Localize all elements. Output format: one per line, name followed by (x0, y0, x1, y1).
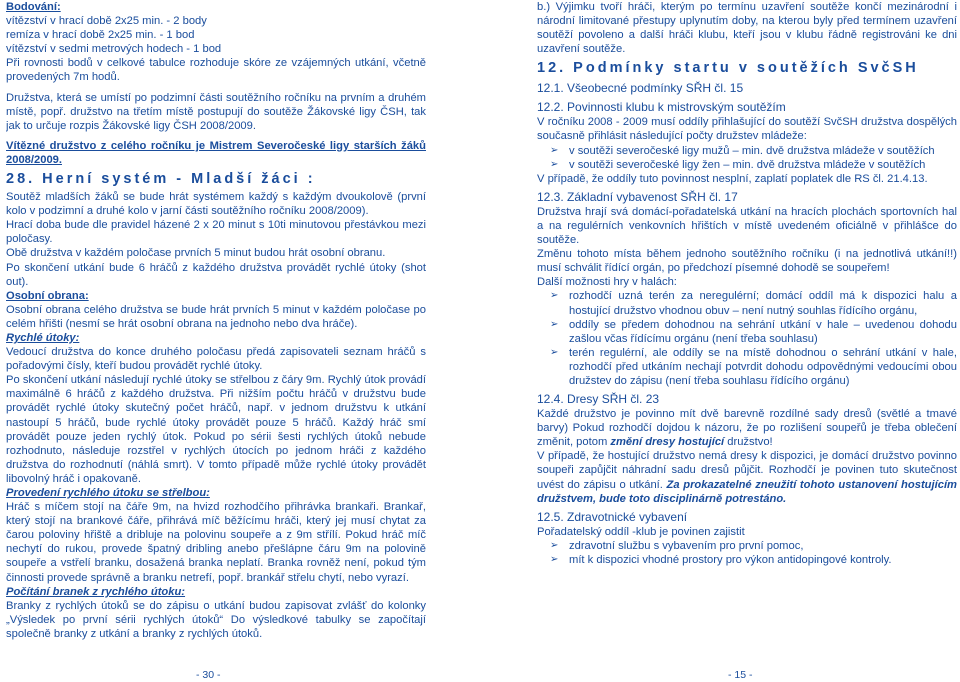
bodovani-heading: Bodování: (6, 1, 61, 13)
mistr-paragraph: Vítězné družstvo z celého ročníku je Mistrem Severočeské ligy starších žáků 2008/2009. (6, 139, 426, 166)
rychle-utoky-paragraph: Vedoucí družstva do konce druhého poločasu předá zapisovateli seznam hráčů s pořadovými čísly, kteří budou provádět rychlé útoky. (6, 346, 426, 373)
list-item: ➢ zdravotní službu s vybavením pro první pomoc, (550, 539, 804, 552)
list-item: ➢ rozhodčí uzná terén za neregulérní; domácí oddíl má k dispozici halu a hostující družstvo vhodnou obuv – není nutný souhlas řídícího orgánu, (550, 290, 957, 317)
bodovani-line: remíza v hrací době 2x25 min. - 1 bod (6, 29, 195, 42)
s12-2-paragraph: V ročníku 2008 - 2009 musí oddíly přihlašující do soutěží SvčSH družstva dospělých současně přihlásit následující počty družstev mládeže: (537, 116, 957, 143)
right-page-column (537, 0, 957, 666)
s12-3-paragraph: Družstva hrají svá domácí-pořadatelská utkání na hracích plochách sportovních hal a na regulérních venkovních hřištích v místě uvedeném oficiálně v přihlášce do soutěže. (537, 205, 957, 247)
hollow-arrow-bullet-icon: ➢ (550, 290, 559, 302)
section-12-title: 12. Podmínky startu v soutěžích SvčSH (537, 60, 919, 77)
hollow-arrow-bullet-icon: ➢ (550, 346, 559, 358)
sec28-paragraph: Po skončení utkání bude 6 hráčů z každého družstva provádět rychlé útoky (shot out). (6, 261, 426, 288)
osobni-obrana-heading: Osobní obrana: (6, 289, 89, 302)
s12-3-paragraph: Další možnosti hry v halách: (537, 276, 677, 289)
page-number-right: - 15 - (728, 669, 753, 681)
s12-2-after: V případě, že oddíly tuto povinnost nesplní, zaplatí poplatek dle RS čl. 21.4.13. (537, 172, 928, 185)
s12-4-paragraph: Každé družstvo je povinno mít dvě barevně rozdílné sady dresů (světlé a tmavé barvy) Pokud rozhodčí dojdou k názoru, že po rozlišení soupeřů je třeba oblečení změnit, potom změní dresy hostující družstvo! (537, 408, 957, 449)
rychle-utoky-paragraph: Po skončení utkání následují rychlé útoky se střelbou z čáry 9m. Rychlý útok provádí maximálně 6 hráčů z každého družstva. Při nižším počtu hráčů v družstvu bude provádět rychlé útoky skutečný počet hráčů, např. v jednom družstvu k utkání nastoupí 5 hráčů, bude rychlé útoky provádět pouze 5 hráčů. Každý hráč smí provádět pouze jeden rychlý útok. Pokud po sérii šesti rychlých útoků nebude rozhodnuto, následuje rozstřel v rychlých útocích po jednom hráči z každého družstva do rozhodnutí (náhlá smrt). V tomto případě může rychlé útoky provádět libovolný hráč i opakovaně. (6, 374, 426, 485)
hollow-arrow-bullet-icon: ➢ (550, 539, 559, 551)
s12-5-paragraph: Pořadatelský oddíl -klub je povinen zajistit (537, 525, 745, 538)
s12-4-paragraph: V případě, že hostující družstvo nemá dresy k dispozici, je domácí družstvo povinno soupeři zapůjčit náhradní sadu dresů půjčit. Rozhodčí je povinen tuto skutečnost uvést do zápisu o utkání. Za prokazatelné zneužití tohoto ustanovení hostujícím družstvem, bude toto disciplinárně potrestáno. (537, 450, 957, 505)
list-item: ➢ v soutěži severočeské ligy mužů – min. dvě družstva mládeže v soutěžích (550, 144, 935, 157)
sec28-paragraph: Soutěž mladších žáků se bude hrát systémem každý s každým dvoukolově (první kolo v podzimní a druhé kolo v jarní části soutěžního ročníku 2008/2009). (6, 191, 426, 218)
arrow-bullet-icon: ➢ (550, 158, 559, 170)
list-item: ➢ terén regulérní, ale oddíly se na místě dohodnou o sehrání utkání v hale, rozhodčí před utkáním nechají potvrdit dohodu odpovědnými vedoucími obou družstev do zápisu (není třeba souhlasu řídícího orgánu) (550, 346, 957, 387)
s12-2-bullet-list (537, 144, 957, 172)
subsection-12-3: 12.3. Základní vybavenost SŘH čl. 17 (537, 189, 738, 204)
arrow-bullet-icon: ➢ (550, 144, 559, 156)
hollow-arrow-bullet-icon: ➢ (550, 318, 559, 330)
subsection-12-2: 12.2. Povinnosti klubu k mistrovským soutěžím (537, 100, 786, 115)
osobni-obrana-paragraph: Osobní obrana celého družstva se bude hrát prvních 5 minut v každém poločase po celém hřišti (nesmí se hrát osobní obrana na jednoho nebo dva hráče). (6, 303, 426, 330)
section-28-title: 28. Herní systém - Mladší žáci : (6, 171, 316, 188)
subsection-12-1: 12.1. Všeobecné podmínky SŘH čl. 15 (537, 81, 744, 96)
hollow-arrow-bullet-icon: ➢ (550, 553, 559, 565)
subsection-12-4: 12.4. Dresy SŘH čl. 23 (537, 392, 660, 407)
s12-3-bullet-list (537, 289, 957, 388)
bodovani-line: Při rovnosti bodů v celkové tabulce rozhoduje skóre ze vzájemných utkání, včetně provedených 7m hodů. (6, 57, 426, 84)
sec28-paragraph: Hrací doba bude dle pravidel házené 2 x 20 minut s 10ti minutovou přestávkou mezi poločasy. (6, 219, 426, 246)
list-item: ➢ v soutěži severočeské ligy žen – min. dvě družstva mládeže v soutěžích (550, 158, 926, 171)
page-number-left: - 30 - (196, 669, 221, 681)
s12-3-paragraph: Změnu tohoto místa během jednoho soutěžního ročníku (i na jednotlivá utkání!!) musí schválit řídící orgán, po předchozí písemné dohodě se soupeřem! (537, 248, 957, 275)
provedeni-heading: Provedení rychlého útoku se střelbou: (6, 487, 210, 499)
sec28-paragraph: Obě družstva v každém poločase prvních 5 minut budou hrát osobní obranu. (6, 247, 386, 260)
list-item: ➢ mít k dispozici vhodné prostory pro výkon antidopingové kontroly. (550, 553, 892, 566)
postup-paragraph: Družstva, která se umístí po podzimní části soutěžního ročníku na prvním a druhém místě, popř. družstvo na třetím místě postupují do soutěže Žákovské ligy ČSH, tak jak to určuje rozpis Žákovské ligy ČSH 2008/2009. (6, 91, 426, 132)
bodovani-line: vítězství v sedmi metrových hodech - 1 bod (6, 43, 222, 56)
pocitani-heading: Počítání branek z rychlého útoku: (6, 585, 186, 598)
provedeni-paragraph: Hráč s míčem stojí na čáře 9m, na hvizd rozhodčího přihrávka brankaři. Brankař, který stojí na brankové čáře, přihrává míč běžícímu hráči, který jej musí chytat za čarou poloviny hřiště a dribluje na polovinu soupeře a z 9m střílí. Pokud hráč míč nechytí do rukou, provede špatný dribling anebo přešlápne čáru 9m na polovině soupeře a vstřelí branku, dosažená branka neplatí. Branka rovněž není, pokud tým činnosti provede správně a branku netrefí, popř. brankář střelu chytí, nebo vyrazí. (6, 501, 426, 584)
pocitani-paragraph: Branky z rychlých útoků se do zápisu o utkání budou zapisovat zvlášť do kolonky „Výsledek po první sérii rychlých útoků“ Do výsledkové tabulky se započítají společně branky z utkání a branky z rychlých útoků. (6, 599, 426, 640)
rychle-utoky-heading: Rychlé útoky: (6, 331, 80, 344)
subsection-12-5: 12.5. Zdravotnické vybavení (537, 509, 688, 524)
bodovani-line: vítězství v hrací době 2x25 min. - 2 body (6, 15, 207, 28)
left-page-column (6, 0, 426, 666)
s12-5-bullet-list (537, 539, 957, 567)
item-b-paragraph: b.) Výjimku tvoří hráči, kterým po termínu uzavření soutěže končí mezinárodní i národní limitované přestupy uplynutím doby, na kterou byly před termínem uzavření soutěží povoleno a další hráči klubu, kteří jsou v klubu řádně registrováni ke dni uzavření soutěže. (537, 1, 957, 56)
list-item: ➢ oddíly se předem dohodnou na sehrání utkání v hale – uvedenou dohodu zašlou včas řídícímu orgánu (není třeba souhlasu) (550, 318, 957, 345)
